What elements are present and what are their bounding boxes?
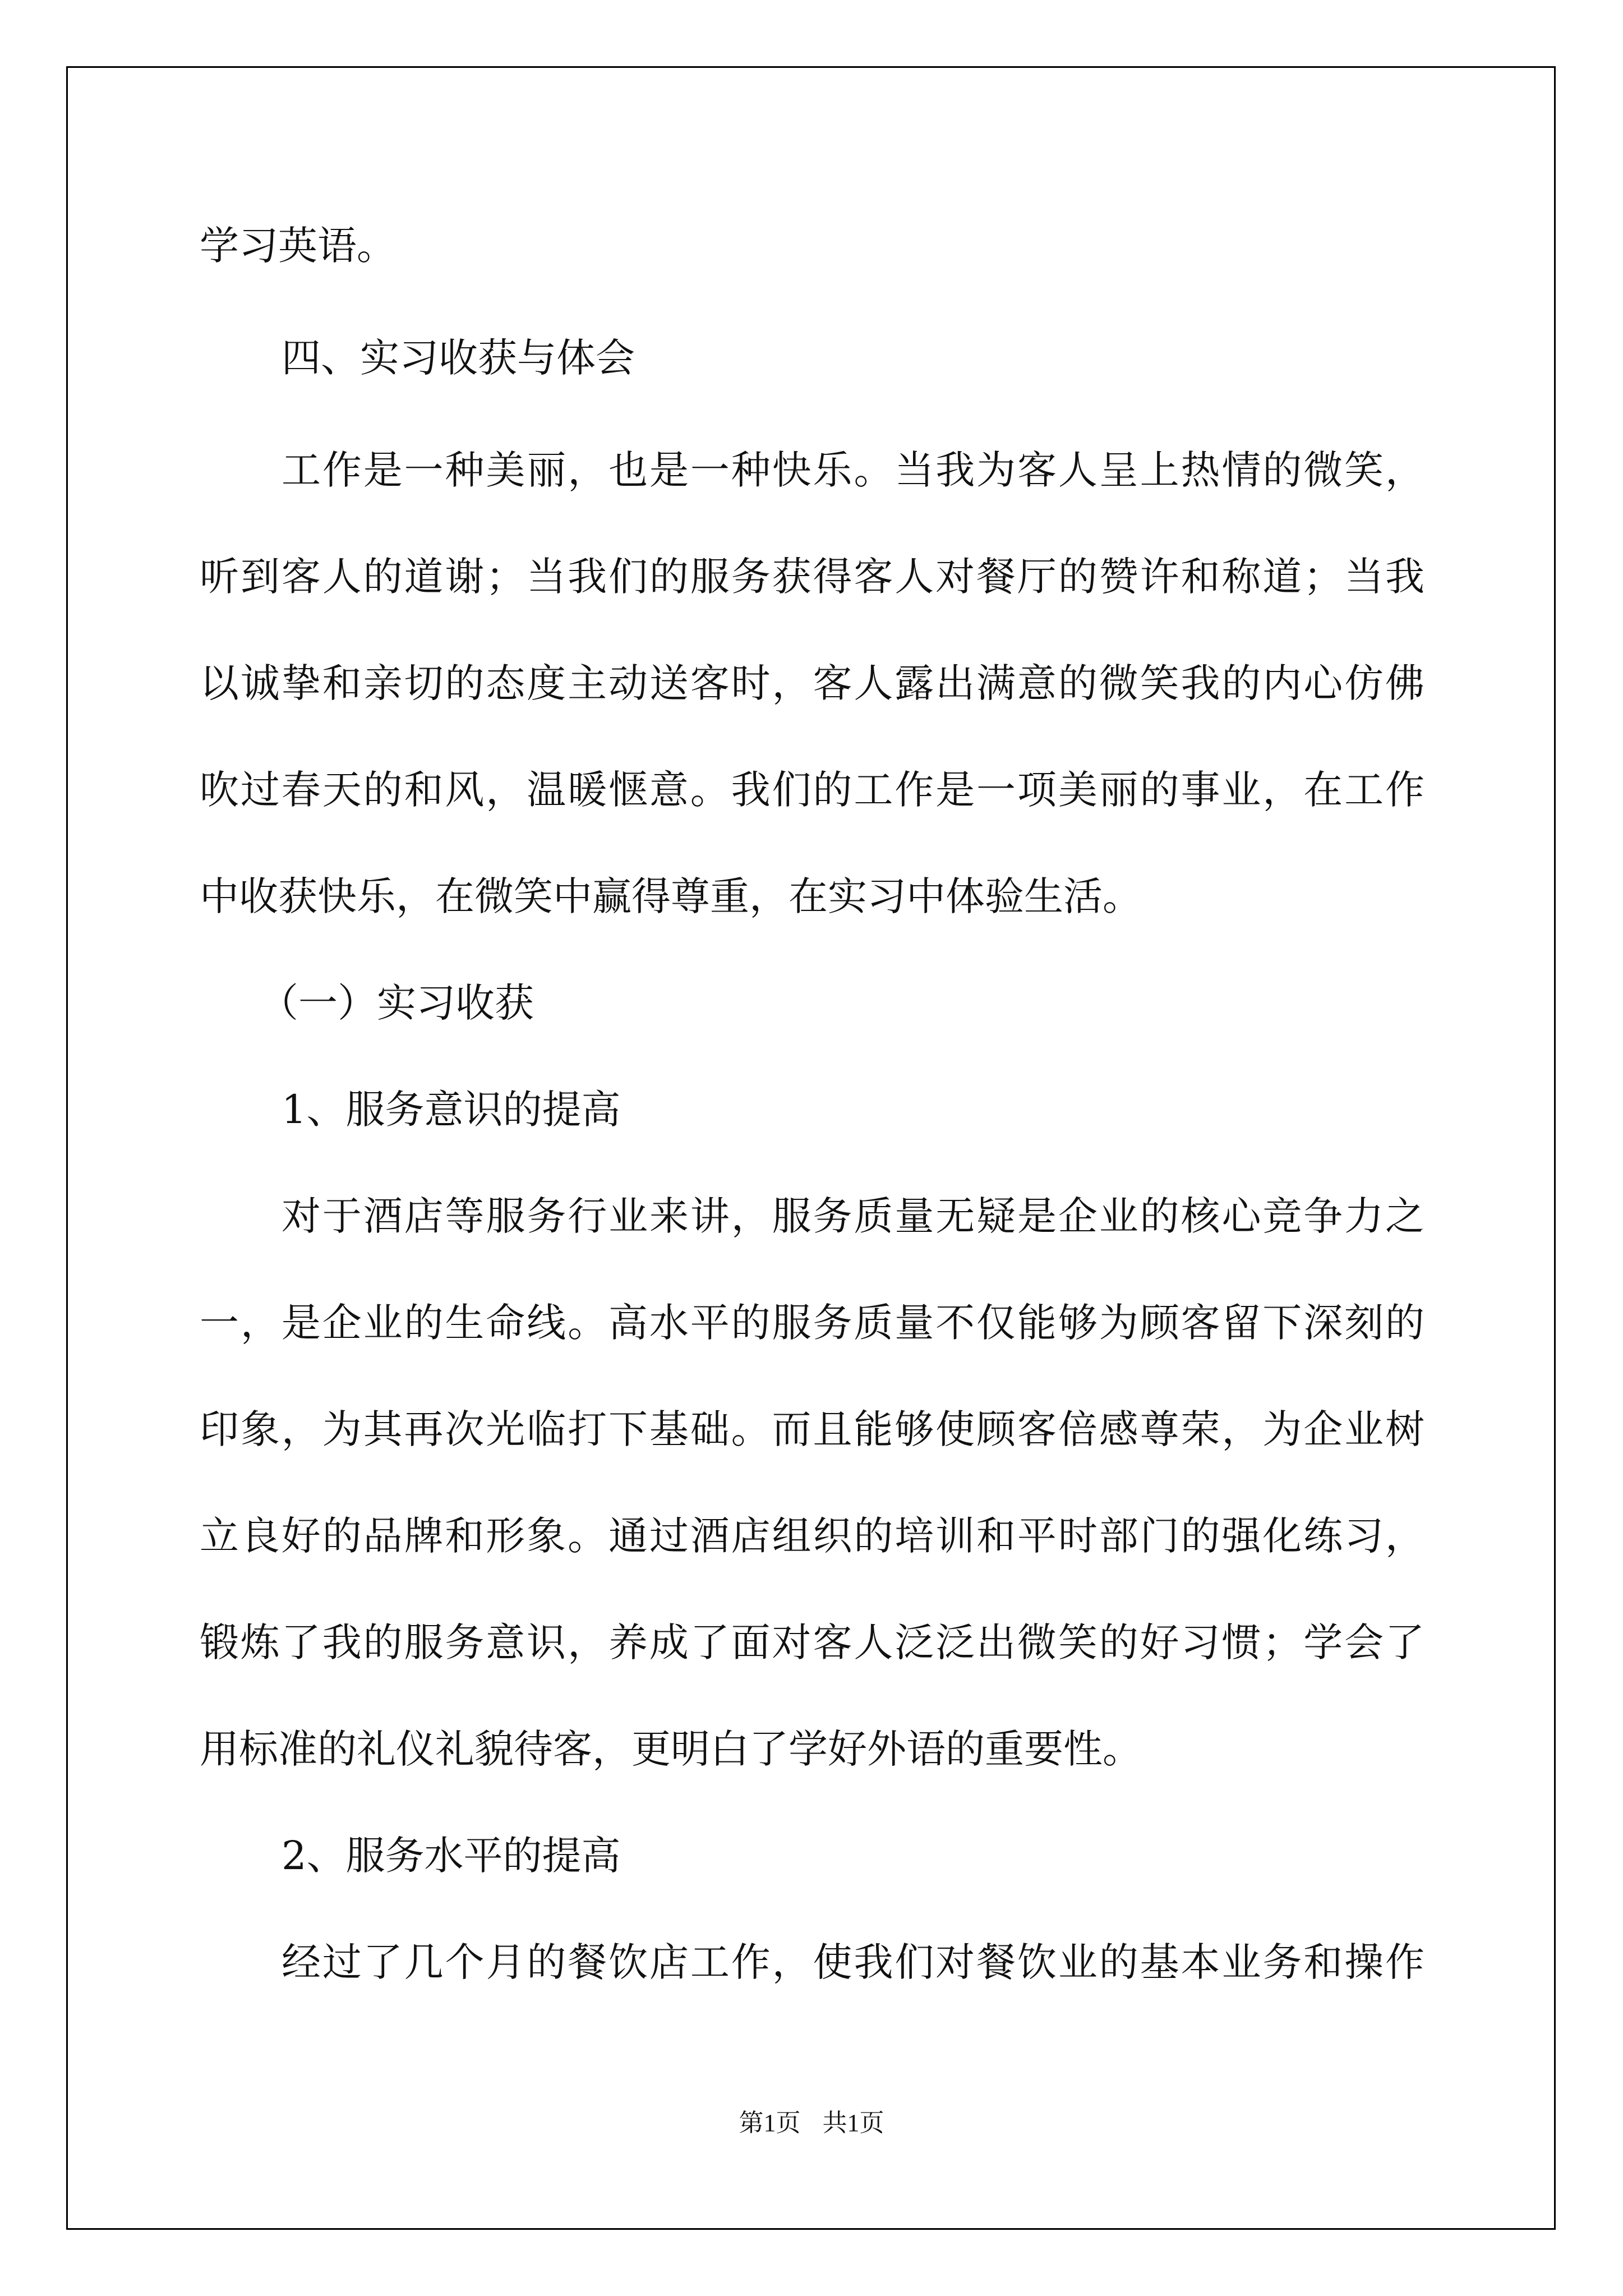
paragraph-line: 一，是企业的生命线。高水平的服务质量不仅能够为顾客留下深刻的	[200, 1300, 1424, 1346]
paragraph-line: 锻炼了我的服务意识，养成了面对客人泛泛出微笑的好习惯；学会了	[200, 1619, 1424, 1665]
paragraph-line: 立良好的品牌和形象。通过酒店组织的培训和平时部门的强化练习，	[200, 1513, 1424, 1559]
page-total: 共1页	[822, 2109, 884, 2137]
paragraph-line: 听到客人的道谢；当我们的服务获得客人对餐厅的赞许和称道；当我	[200, 554, 1424, 600]
paragraph-line: 对于酒店等服务行业来讲，服务质量无疑是企业的核心竞争力之	[282, 1193, 1424, 1239]
subsection-heading: （一）实习收获	[259, 980, 534, 1026]
item-heading: 2、服务水平的提高	[282, 1833, 621, 1879]
paragraph-line: 以诚挚和亲切的态度主动送客时，客人露出满意的微笑我的内心仿佛	[200, 660, 1424, 706]
paragraph-line: 经过了几个月的餐饮店工作，使我们对餐饮业的基本业务和操作	[282, 1939, 1424, 1985]
page-footer	[0, 2106, 1623, 2140]
item-heading: 1、服务意识的提高	[282, 1087, 621, 1133]
paragraph-line: 印象，为其再次光临打下基础。而且能够使顾客倍感尊荣，为企业树	[200, 1406, 1424, 1452]
page-number: 第1页	[739, 2109, 801, 2137]
page-border	[66, 66, 1556, 2230]
paragraph-line: 工作是一种美丽，也是一种快乐。当我为客人呈上热情的微笑，	[282, 447, 1424, 493]
section-heading: 四、实习收获与体会	[282, 335, 635, 381]
paragraph-line: 中收获快乐，在微笑中赢得尊重，在实习中体验生活。	[200, 873, 1142, 919]
paragraph-line: 用标准的礼仪礼貌待客，更明白了学好外语的重要性。	[200, 1726, 1142, 1772]
paragraph-line: 吹过春天的和风，温暖惬意。我们的工作是一项美丽的事业，在工作	[200, 767, 1424, 813]
body-text-line: 学习英语。	[200, 223, 396, 269]
